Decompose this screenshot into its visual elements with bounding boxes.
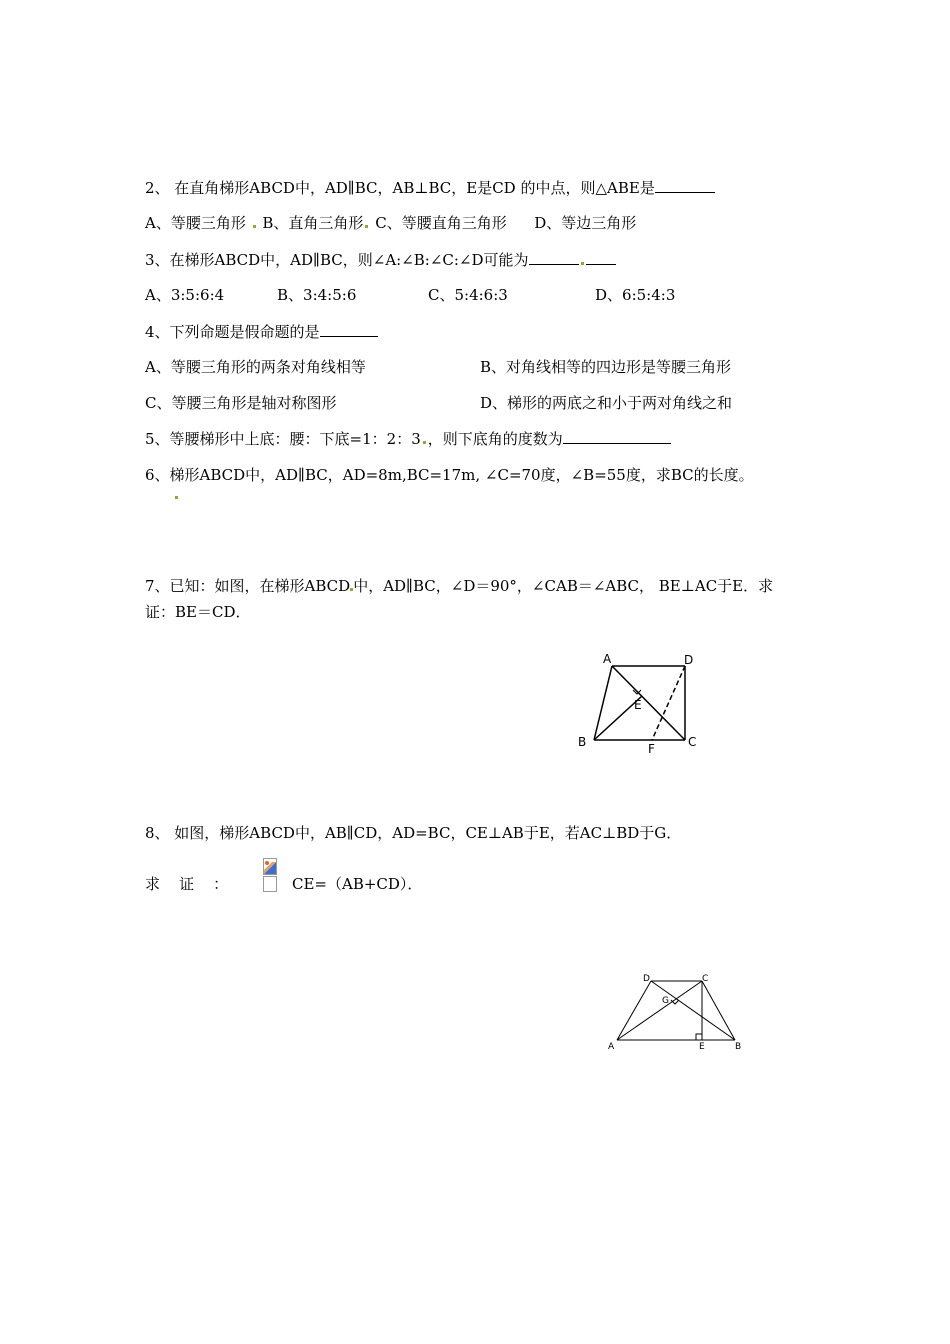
mark-dot — [175, 496, 178, 499]
segment-ac — [612, 666, 685, 740]
q8-text: 8、 如图，梯形ABCD中，AB∥CD，AD=BC，CE⊥AB于E，若AC⊥BD于G． — [145, 824, 682, 842]
label-c: C — [702, 974, 709, 984]
q2-option-c: C、等腰直角三角形 — [375, 214, 507, 232]
segment-ad — [617, 981, 651, 1040]
q6-text: 6、梯形ABCD中，AD∥BC，AD=8m,BC=17m, ∠C=70度，∠B=55度，求BC的长度。 — [145, 466, 754, 484]
q7-figure — [570, 650, 710, 760]
segment-df-dashed — [652, 666, 685, 740]
segment-ac — [617, 981, 702, 1040]
q3-option-d: D、6:5:4:3 — [595, 286, 676, 304]
q4-option-d: D、梯形的两底之和小于两对角线之和 — [480, 394, 733, 412]
q4-option-a: A、等腰三角形的两条对角线相等 — [145, 358, 366, 376]
mark-dot — [581, 262, 584, 265]
label-a: A — [608, 1042, 615, 1052]
label-f: F — [648, 742, 655, 756]
q3-option-a: A、3:5:6:4 — [145, 286, 225, 304]
right-angle-mark — [696, 1034, 702, 1040]
q4-option-c: C、等腰三角形是轴对称图形 — [145, 394, 337, 412]
q2-options — [145, 213, 636, 233]
q4-text: 4、下列命题是假命题的是 — [145, 322, 378, 342]
label-b: B — [735, 1042, 742, 1052]
segment-bc — [702, 981, 735, 1040]
q5-answer-blank — [563, 429, 671, 444]
q8-prove-label: 求 证 ： — [145, 875, 229, 893]
label-d: D — [684, 653, 694, 667]
q8-prove-text: CE=（AB+CD）． — [292, 875, 423, 893]
label-g: G — [662, 996, 669, 1006]
label-e: E — [699, 1042, 705, 1052]
q5-text: 5、等腰梯形中上底：腰：下底=1：2：3 ，则下底角的度数为 — [145, 429, 671, 449]
q2-option-b: B、直角三角形 — [262, 214, 364, 232]
fraction-icon — [263, 858, 277, 892]
q2-option-d: D、等边三角形 — [534, 214, 637, 232]
label-c: C — [688, 735, 697, 749]
q7-text: 7、已知：如图，在梯形ABCD 中，AD∥BC，∠D＝90°，∠CAB＝∠ABC， BE⊥AC于E．求 — [145, 577, 774, 595]
label-b: B — [578, 735, 587, 749]
q4-options-row1 — [145, 357, 785, 377]
label-d: D — [643, 974, 650, 984]
segment-bd — [651, 981, 735, 1040]
q3-option-b: B、3:4:5:6 — [277, 286, 357, 304]
q4-answer-blank — [320, 322, 378, 337]
q2-option-a: A、等腰三角形 — [145, 214, 246, 232]
q8-figure — [605, 970, 750, 1055]
q3-option-c: C、5:4:6:3 — [428, 286, 508, 304]
q7-text-cont: 证：BE＝CD． — [145, 603, 251, 621]
label-e: E — [634, 698, 642, 712]
mark-dot — [423, 441, 426, 444]
segment-ab — [594, 666, 612, 740]
q4-option-b: B、对角线相等的四边形是等腰三角形 — [480, 358, 732, 376]
q2-answer-blank — [655, 178, 715, 193]
q3-text: 3、在梯形ABCD中，AD∥BC，则∠A:∠B:∠C:∠D可能为 — [145, 250, 616, 270]
mark-dot — [253, 225, 256, 228]
q3-answer-blank — [529, 250, 579, 265]
q2-text: 2、 在直角梯形ABCD中，AD∥BC，AB⊥BC，E是CD 的中点，则△ABE是 — [145, 178, 715, 198]
label-a: A — [603, 652, 612, 666]
q4-options-row2 — [145, 393, 785, 413]
mark-dot — [365, 225, 368, 228]
